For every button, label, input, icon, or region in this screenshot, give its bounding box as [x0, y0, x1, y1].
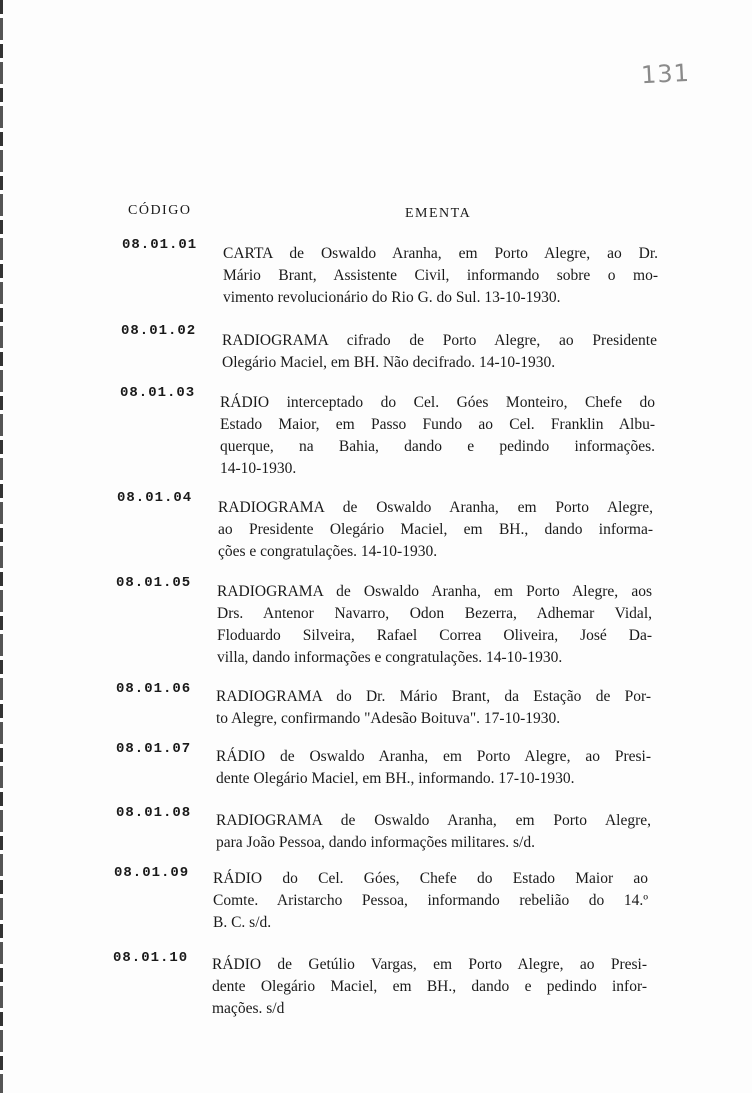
entry-line: RÁDIO de Getúlio Vargas, em Porto Alegre, ao Presi- [212, 956, 647, 973]
column-header-codigo: CÓDIGO [128, 203, 192, 218]
entry-text [217, 581, 652, 669]
entry-text [216, 810, 651, 854]
entry-code: 08.01.01 [122, 237, 198, 253]
entry-line: Estado Maior, em Passo Fundo ao Cel. Franklin Albu- [220, 416, 655, 433]
entry-line: RADIOGRAMA de Oswaldo Aranha, em Porto Alegre, [216, 812, 651, 829]
page-number: 131 [640, 58, 691, 90]
entry-line: mações. s/d [212, 1000, 285, 1017]
entry-text [216, 746, 651, 790]
entry-line: Comte. Aristarcho Pessoa, informando rebelião do 14.º [213, 892, 648, 909]
entry-text [212, 954, 647, 1020]
column-header-ementa: EMENTA [405, 206, 472, 221]
entry-code: 08.01.08 [116, 805, 192, 821]
entry-line: Floduardo Silveira, Rafael Correa Oliveira, José Da- [217, 627, 652, 644]
entry-line: vimento revolucionário do Rio G. do Sul. 13-10-1930. [223, 289, 561, 306]
entry-text [223, 243, 658, 309]
entry-line: Olegário Maciel, em BH. Não decifrado. 14-10-1930. [222, 354, 556, 371]
entry-line: Drs. Antenor Navarro, Odon Bezerra, Adhemar Vidal, [217, 605, 652, 622]
entry-line: B. C. s/d. [213, 914, 272, 931]
entry-line: to Alegre, confirmando "Adesão Boituva". 17-10-1930. [216, 710, 561, 727]
entry-code: 08.01.05 [116, 575, 192, 591]
entry-line: CARTA de Oswaldo Aranha, em Porto Alegre, ao Dr. [223, 245, 658, 262]
scan-left-edge [0, 0, 3, 1093]
entry-text [213, 868, 648, 934]
entry-text [216, 686, 651, 730]
entry-line: RADIOGRAMA do Dr. Mário Brant, da Estação de Por- [216, 688, 651, 705]
entry-code: 08.01.03 [120, 385, 196, 401]
entry-line: RADIOGRAMA de Oswaldo Aranha, em Porto Alegre, aos [217, 583, 652, 600]
entry-line: ao Presidente Olegário Maciel, em BH., dando informa- [218, 521, 653, 538]
entry-code: 08.01.02 [121, 323, 197, 339]
entry-line: ções e congratulações. 14-10-1930. [218, 543, 438, 560]
entry-code: 08.01.07 [116, 741, 192, 757]
entry-line: RÁDIO do Cel. Góes, Chefe do Estado Maior ao [213, 870, 648, 887]
entry-text [222, 330, 657, 374]
entry-line: villa, dando informações e congratulações. 14-10-1930. [217, 649, 563, 666]
entry-line: dente Olegário Maciel, em BH., dando e pedindo infor- [212, 978, 647, 995]
entry-code: 08.01.06 [116, 681, 192, 697]
entry-line: RÁDIO interceptado do Cel. Góes Monteiro, Chefe do [220, 394, 655, 411]
entry-line: querque, na Bahia, dando e pedindo informações. [220, 438, 655, 455]
entry-code: 08.01.09 [114, 865, 190, 881]
entry-text [218, 497, 653, 563]
entry-line: RADIOGRAMA de Oswaldo Aranha, em Porto Alegre, [218, 499, 653, 516]
entry-line: 14-10-1930. [220, 460, 297, 477]
entry-line: RÁDIO de Oswaldo Aranha, em Porto Alegre, ao Presi- [216, 748, 651, 765]
entry-code: 08.01.04 [117, 490, 193, 506]
entry-text [220, 392, 655, 480]
entry-line: RADIOGRAMA cifrado de Porto Alegre, ao Presidente [222, 332, 657, 349]
entry-line: para João Pessoa, dando informações militares. s/d. [216, 834, 535, 851]
entry-line: Mário Brant, Assistente Civil, informando sobre o mo- [223, 267, 658, 284]
entry-line: dente Olegário Maciel, em BH., informando. 17-10-1930. [216, 770, 575, 787]
entry-code: 08.01.10 [113, 950, 189, 966]
